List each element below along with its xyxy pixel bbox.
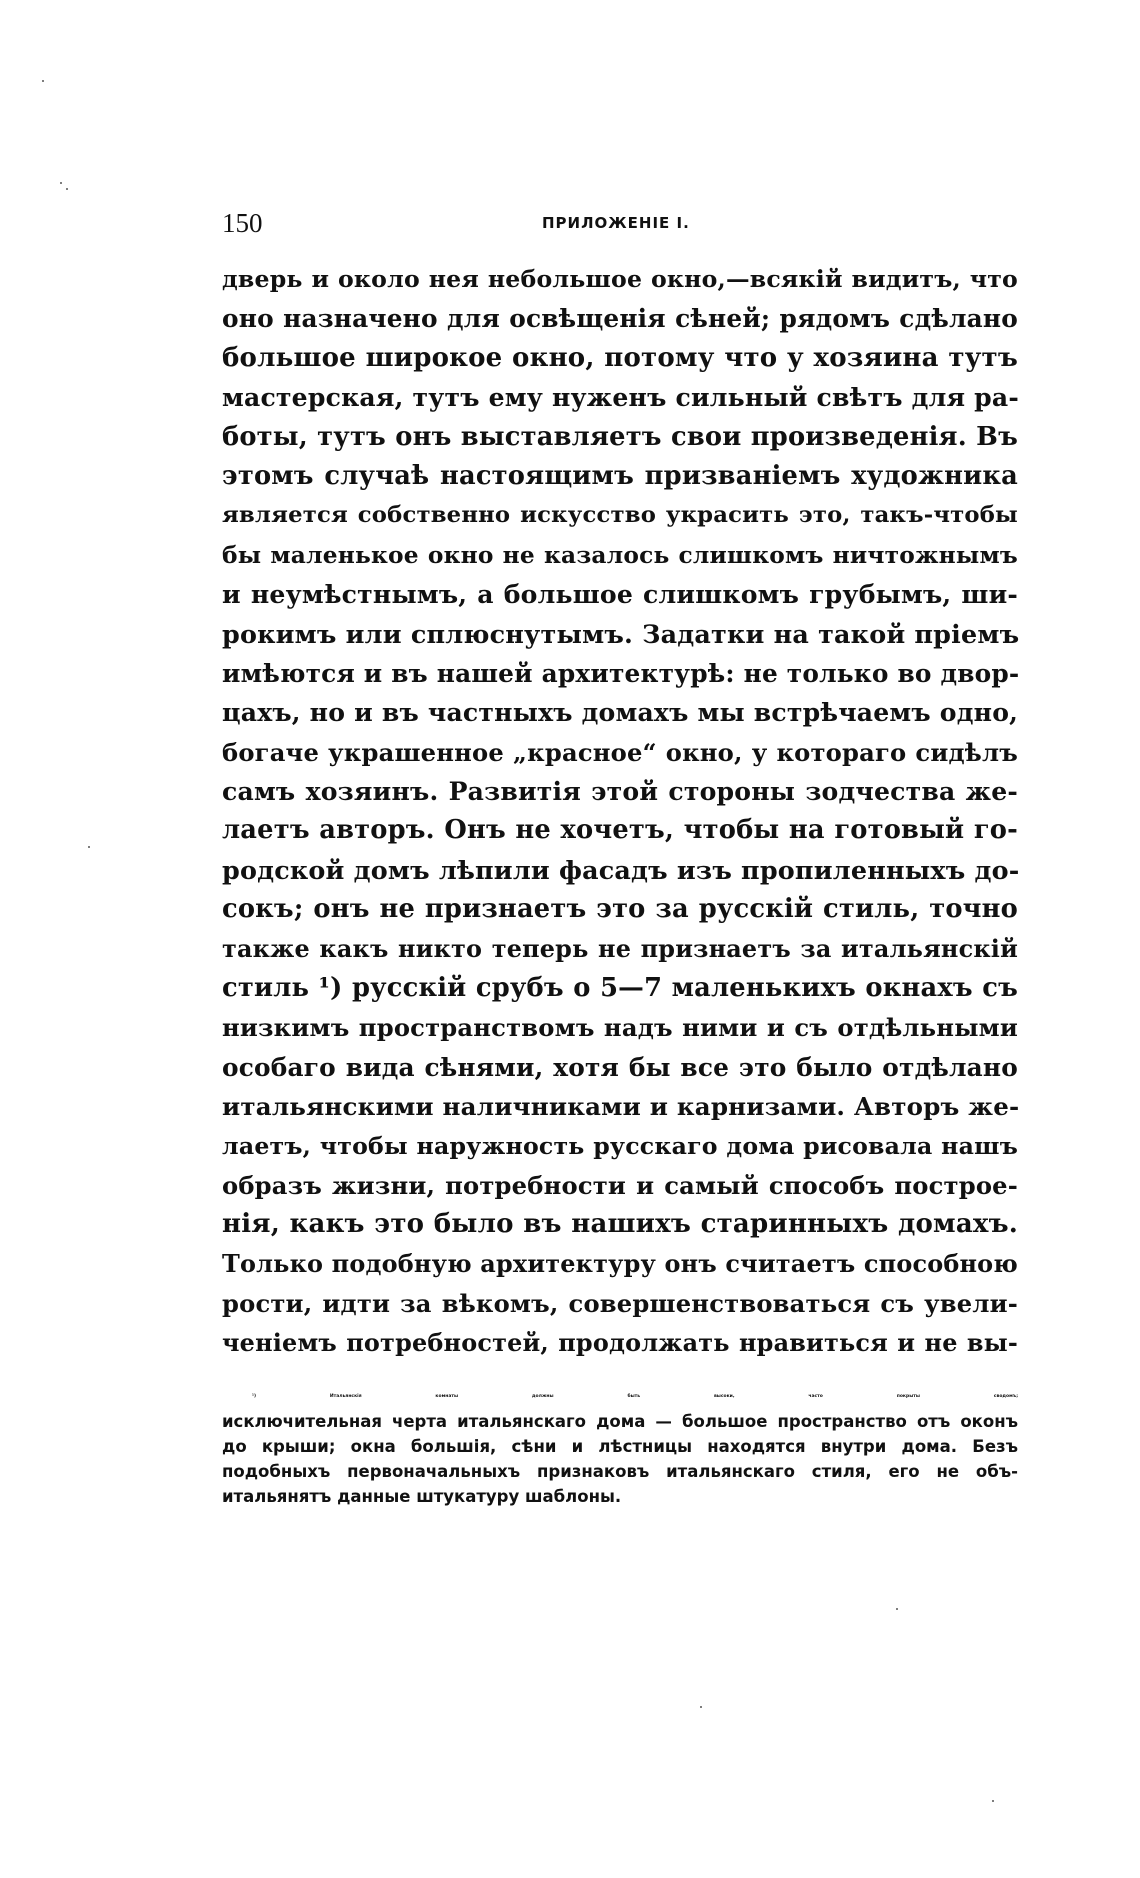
text-line: и неумѣстнымъ, а большое слишкомъ грубымъ, ши- — [222, 579, 1018, 610]
text-line: сокъ; онъ не признаетъ это за русскій стиль, точно — [222, 894, 1018, 925]
text-line: нія, какъ это было въ нашихъ старинныхъ домахъ. — [222, 1209, 1018, 1240]
text-line: является собственно искусство украсить это, такъ-чтобы — [222, 502, 1018, 529]
scan-speck — [896, 1608, 898, 1610]
text-line: итальянскими наличниками и карнизами. Авторъ же- — [222, 1092, 1020, 1122]
text-line: рокимъ или сплюснутымъ. Задатки на такой пріемъ — [222, 618, 1020, 649]
text-line: стиль ¹) русскій срубъ о 5—7 маленькихъ окнахъ съ — [222, 973, 1018, 1004]
page-header — [222, 208, 1018, 244]
text-line: этомъ случаѣ настоящимъ призваніемъ художника — [222, 460, 1018, 491]
footnote-line: исключительная черта итальянскаго дома — большое пространство отъ оконъ — [222, 1412, 1018, 1431]
scan-speck — [700, 1706, 702, 1708]
body-text — [222, 260, 1018, 1363]
text-line: родской домъ лѣпили фасадъ изъ пропиленныхъ до- — [222, 854, 1020, 885]
text-line: боты, тутъ онъ выставляетъ свои произведенія. Въ — [222, 421, 1018, 452]
text-line: самъ хозяинъ. Развитія этой стороны зодчества же- — [222, 776, 1018, 807]
footnote-line: подобныхъ первоначальныхъ признаковъ итальянскаго стиля, его не объ- — [222, 1462, 1018, 1481]
text-line: низкимъ пространствомъ надъ ними и съ отдѣльными — [222, 1013, 1018, 1043]
scan-speck — [88, 846, 90, 848]
text-line: особаго вида сѣнями, хотя бы все это было отдѣлано — [222, 1052, 1018, 1082]
page-number: 150 — [222, 208, 263, 238]
scan-speck — [992, 1800, 994, 1802]
text-line: лаетъ авторъ. Онъ не хочетъ, чтобы на готовый го- — [222, 815, 1018, 846]
text-line: большое широкое окно, потому что у хозяина тутъ — [222, 342, 1018, 373]
text-line: дверь и около нея небольшое окно,—всякій видитъ, что — [222, 265, 1018, 293]
text-line: образъ жизни, потребности и самый способъ построе- — [222, 1170, 1018, 1200]
text-line: богаче украшенное „красное“ окно, у котораго сидѣлъ — [222, 737, 1018, 767]
scan-speck — [60, 182, 62, 184]
text-line: бы маленькое окно не казалось слишкомъ ничтожнымъ — [222, 541, 1018, 569]
footnote — [222, 1384, 1018, 1509]
text-line: мастерская, тутъ ему нуженъ сильный свѣтъ для ра- — [222, 382, 1019, 413]
text-line: также какъ никто теперь не признаетъ за итальянскій — [222, 934, 1018, 963]
footnote-line: итальянятъ данные штукатуру шаблоны. — [222, 1487, 622, 1506]
scan-speck — [66, 188, 68, 190]
footnote-line: ¹) Итальянскія комнаты должны быть высоки, часто покрыты сводомъ; — [252, 1394, 1018, 1399]
text-line: рости, идти за вѣкомъ, совершенствоваться съ увели- — [222, 1289, 1018, 1319]
running-title: ПРИЛОЖЕНІЕ I. — [542, 214, 690, 232]
text-line: имѣются и въ нашей архитектурѣ: не только во двор- — [222, 658, 1020, 688]
text-line: лаетъ, чтобы наружность русскаго дома рисовала нашъ — [222, 1131, 1018, 1160]
text-line: оно назначено для освѣщенія сѣней; рядомъ сдѣлано — [222, 304, 1018, 334]
text-line: Только подобную архитектуру онъ считаетъ способною — [222, 1249, 1018, 1278]
text-line: ченіемъ потребностей, продолжать нравиться и не вы- — [222, 1328, 1018, 1357]
text-line: цахъ, но и въ частныхъ домахъ мы встрѣчаемъ одно, — [222, 697, 1019, 728]
scan-speck — [42, 80, 44, 82]
footnote-line: до крыши; окна большія, сѣни и лѣстницы находятся внутри дома. Безъ — [222, 1437, 1018, 1456]
